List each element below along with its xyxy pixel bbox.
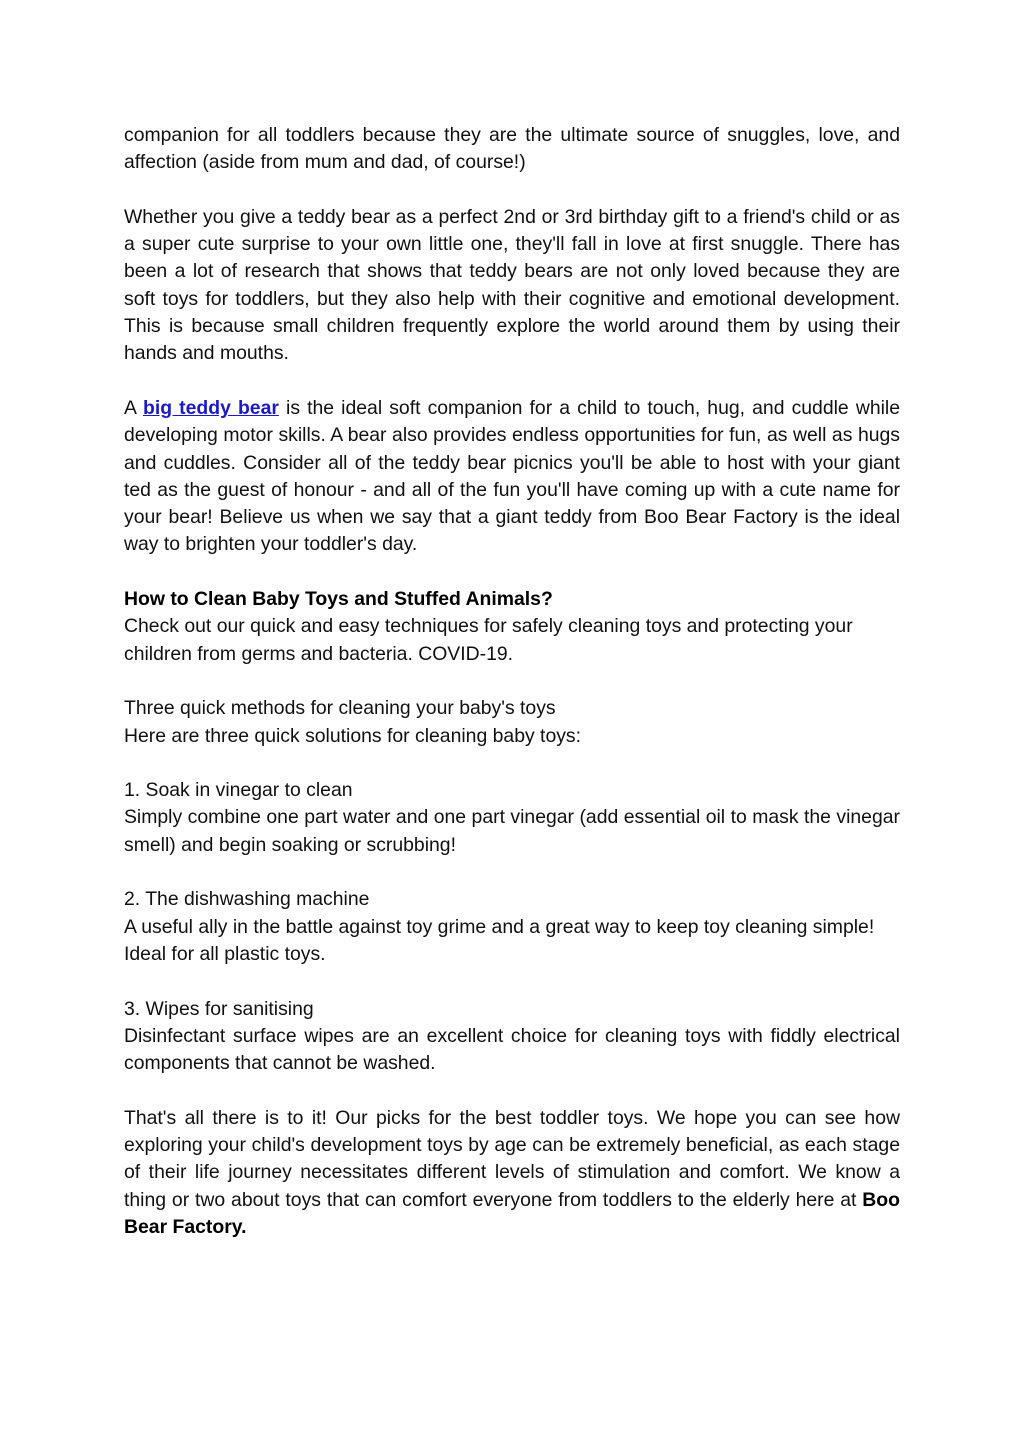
big-teddy-bear-link[interactable]: big teddy bear (142, 396, 279, 419)
method-dishwasher-title: 2. The dishwashing machine (124, 888, 370, 911)
method-dishwasher-body: A useful ally in the battle against toy grime and a great way to keep toy cleaning simple! Ideal for all plastic toys. (124, 915, 875, 965)
paragraph-prefix: A (124, 396, 143, 419)
document-page (124, 122, 900, 1268)
method-wipes-body: Disinfectant surface wipes are an excellent choice for cleaning toys with fiddly electrical components that cannot be washed. (124, 1024, 900, 1075)
paragraph-closing (124, 1105, 900, 1241)
paragraph-rest: is the ideal soft companion for a child to touch, hug, and cuddle while developing motor skills. A bear also provides endless opportunities for fun, as well as hugs and cuddles. Consider all of the teddy bear picnics you'll be able to host with your giant ted as the guest of honour - and all of the fun you'll have coming up with a cute name for your bear! Believe us when we say that a giant teddy from Boo Bear Factory is the ideal way to brighten your toddler's day. (124, 396, 901, 556)
method-vinegar-title: 1. Soak in vinegar to clean (124, 779, 353, 802)
method-wipes-title: 3. Wipes for sanitising (124, 997, 314, 1020)
paragraph-companion: companion for all toddlers because they are the ultimate source of snuggles, love, and affection (aside from mum and dad, of course!) (124, 124, 900, 174)
methods-subtitle: Here are three quick solutions for cleaning baby toys: (124, 724, 582, 747)
section-intro: Check out our quick and easy techniques for safely cleaning toys and protecting your children from germs and bacteria. COVID-19. (124, 615, 853, 665)
method-vinegar-body: Simply combine one part water and one part vinegar (add essential oil to mask the vinegar smell) and begin soaking or scrubbing! (124, 806, 900, 856)
method-wipes (124, 996, 900, 1078)
closing-text: That's all there is to it! Our picks for the best toddler toys. We hope you can see how exploring your child's development toys by age can be extremely beneficial, as each stage of their life journey necessitates different levels of stimulation and comfort. We know a thing or two about toys that can comfort everyone from toddlers to the elderly here at (124, 1106, 900, 1211)
section-heading: How to Clean Baby Toys and Stuffed Animals? (124, 588, 553, 611)
methods-title: Three quick methods for cleaning your baby's toys (124, 697, 556, 720)
brand-name: Boo Bear Factory. (124, 1188, 900, 1238)
methods-intro (124, 695, 900, 750)
method-vinegar (124, 777, 900, 859)
method-dishwasher (124, 886, 900, 968)
paragraph-big-teddy (124, 395, 900, 559)
cleaning-section (124, 586, 900, 668)
paragraph-gift: Whether you give a teddy bear as a perfect 2nd or 3rd birthday gift to a friend's child or as a super cute surprise to your own little one, they'll fall in love at first snuggle. There has been a lot of research that shows that teddy bears are not only loved because they are soft toys for toddlers, but they also help with their cognitive and emotional development. This is because small children frequently explore the world around them by using their hands and mouths. (124, 205, 900, 365)
